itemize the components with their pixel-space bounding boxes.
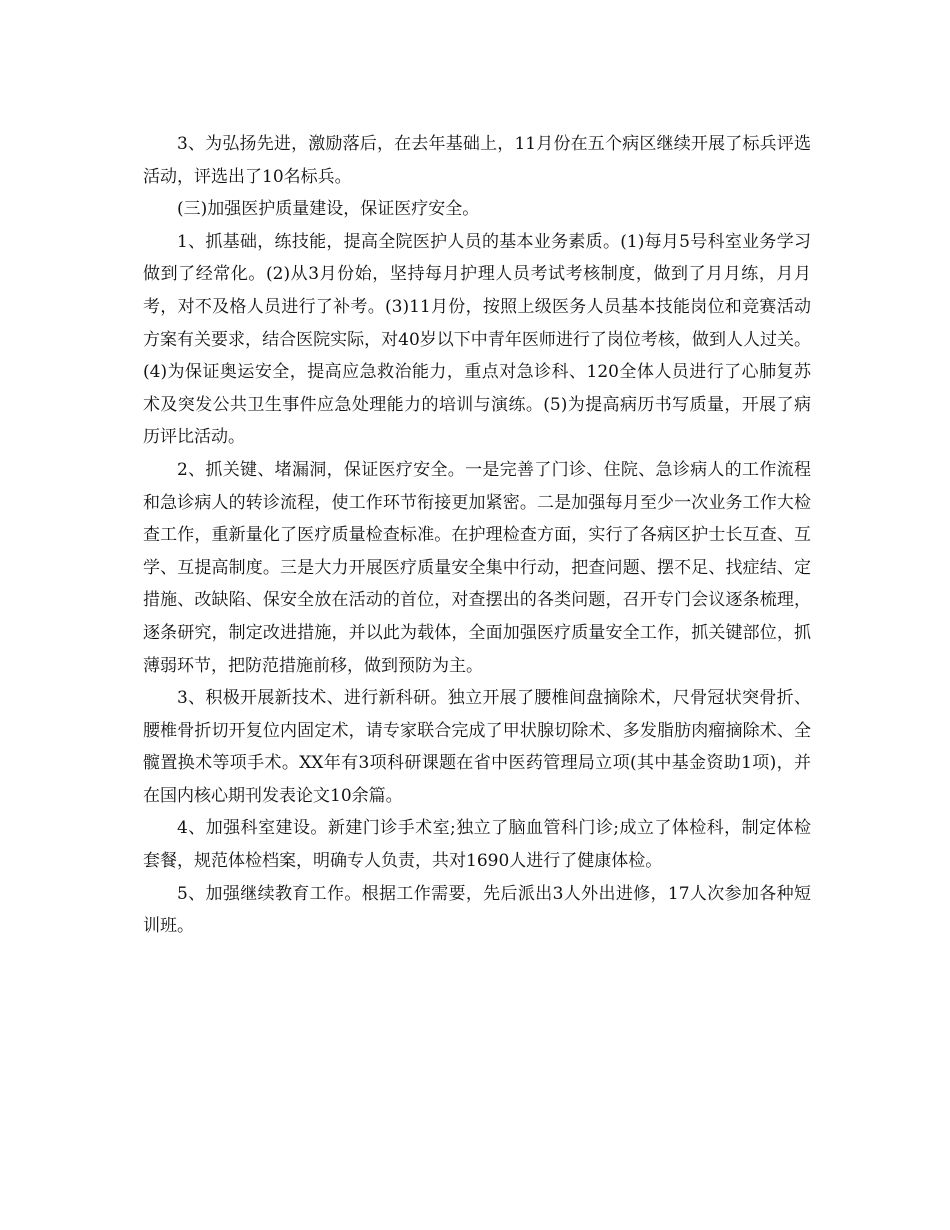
paragraph-continuing-education: 5、加强继续教育工作。根据工作需要，先后派出3人外出进修，17人次参加各种短训班。 xyxy=(143,883,811,937)
paragraph-new-technology-research: 3、积极开展新技术、进行新科研。独立开展了腰椎间盘摘除术，尺骨冠状突骨折、腰椎骨折切开复位内固定术，请专家联合完成了甲状腺切除术、多发脂肪肉瘤摘除术、全髋置换术等项手术。XX年有3项科研课题在省中医药管理局立项(其中基金资助1项)，并在国内核心期刊发表论文10余篇。 xyxy=(143,688,811,806)
paragraph-basic-skills-training: 1、抓基础，练技能，提高全院医护人员的基本业务素质。(1)每月5号科室业务学习做到了经常化。(2)从3月份始，坚持每月护理人员考试考核制度，做到了月月练，月月考，对不及格人员进行了补考。(3)11月份，按照上级医务人员基本技能岗位和竞赛活动方案有关要求，结合医院实际，对40岁以下中青年医师进行了岗位考核，做到人人过关。(4)为保证奥运安全，提高应急救治能力，重点对急诊科、120全体人员进行了心肺复苏术及突发公共卫生事件应急处理能力的培训与演练。(5)为提高病历书写质量，开展了病历评比活动。 xyxy=(143,231,811,448)
document-body xyxy=(143,128,811,943)
paragraph-department-construction: 4、加强科室建设。新建门诊手术室;独立了脑血管科门诊;成立了体检科，制定体检套餐，规范体检档案，明确专人负责，共对1690人进行了健康体检。 xyxy=(143,818,811,872)
paragraph-selection-of-model-workers: 3、为弘扬先进，激励落后，在去年基础上，11月份在五个病区继续开展了标兵评选活动，评选出了10名标兵。 xyxy=(143,134,811,187)
paragraph-medical-safety: 2、抓关键、堵漏洞，保证医疗安全。一是完善了门诊、住院、急诊病人的工作流程和急诊病人的转诊流程，使工作环节衔接更加紧密。二是加强每月至少一次业务工作大检查工作，重新量化了医疗质量检查标准。在护理检查方面，实行了各病区护士长互查、互学、互提高制度。三是大力开展医疗质量安全集中行动，把查问题、摆不足、找症结、定措施、改缺陷、保安全放在活动的首位，对查摆出的各类问题，召开专门会议逐条梳理，逐条研究，制定改进措施，并以此为载体，全面加强医疗质量安全工作，抓关键部位，抓薄弱环节，把防范措施前移，做到预防为主。 xyxy=(143,459,811,676)
section-heading-medical-quality: (三)加强医护质量建设，保证医疗安全。 xyxy=(177,199,480,220)
